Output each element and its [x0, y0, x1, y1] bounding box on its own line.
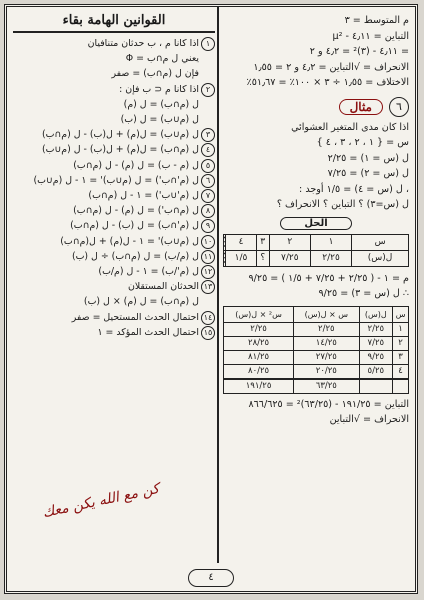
rule-text: ل (م∪ب) = ل(م) + ل(ب) - ل (م∩ب): [41, 129, 199, 141]
table-row: [224, 322, 409, 336]
rules-list: [13, 36, 215, 340]
table-cell: ٧/٢٥: [269, 250, 310, 266]
table-cell: [359, 379, 393, 394]
table-cell: ٦٣/٢٥: [294, 379, 359, 394]
table-cell: ٧/٢٥: [359, 336, 393, 350]
left-column: [7, 7, 219, 563]
table-cell: ٣: [256, 234, 269, 250]
variance-line: التباين = ٤٫١١ - μ²: [332, 30, 409, 42]
rule-item: [13, 173, 215, 188]
rule-item: [13, 249, 215, 264]
rule-text: ل (م∩ب') = ل (م) - ل (م∩ب): [73, 205, 199, 217]
table-cell: ٩/٢٥: [359, 350, 393, 364]
right-column: [217, 7, 415, 563]
rule-text: ل (م'/ب) = ١ - ل (م/ب): [98, 266, 199, 278]
column-header: ل(س): [359, 306, 393, 322]
rule-number: ٥: [201, 159, 215, 173]
distribution-table: [223, 234, 409, 267]
rule-text: ل (م∪ب) = ل (ب): [120, 114, 199, 126]
rule-item: [13, 325, 215, 340]
rule-number: ٩: [201, 219, 215, 233]
table-cell: ١/٥: [226, 250, 256, 266]
table-row: [224, 250, 409, 266]
rule-number: ٨: [201, 204, 215, 218]
rule-item: [13, 264, 215, 279]
closing-note: كن مع الله يكن معك: [41, 480, 161, 522]
rule-text: ل (م'∪ب') = ١ - ل (م∩ب): [88, 190, 199, 202]
rule-number: ٤: [201, 143, 215, 157]
calculation-table: [223, 306, 409, 394]
table-cell: ٣: [393, 350, 409, 364]
variance-answer: التباين = ١٩١/٢٥ - (٦٣/٢٥)² = ٨٦٦/٦٢٥: [248, 398, 409, 410]
rule-item: [13, 127, 215, 142]
worksheet: [4, 4, 418, 594]
top-calculations: [223, 13, 409, 91]
variance-result: = ٤٫١١ - (٣)² = ٤٫٢ و ٢: [309, 46, 409, 57]
rule-item: [13, 310, 215, 325]
example-header: [223, 97, 409, 117]
example-number: ٦: [389, 97, 409, 117]
rule-text: اذا كانا م ، ب حدثان متنافيان: [87, 38, 199, 49]
table-row: [224, 350, 409, 364]
rule-item: [13, 294, 215, 309]
probability-result: ∴ ل (س = ٣) = ٩/٢٥: [318, 288, 409, 299]
coefficient-line: الاختلاف = ١٫٥٥ ÷ ٣ × ١٠٠٪ = ٥١٫٦٧٪: [246, 77, 409, 88]
rule-item: [13, 97, 215, 112]
hatched-cell: [224, 234, 226, 250]
example-line: س = { ١ ، ٢ ، ٣ ، ٤ }: [316, 137, 409, 148]
rule-text: يعني ل م∩ب = Φ: [125, 53, 199, 65]
rule-text: اذا كانا م ⊂ ب فإن :: [119, 83, 199, 95]
table-cell: ٢/٢٥: [359, 322, 393, 336]
example-line: ، ل (س = ٤) = ١/٥ أوجد :: [299, 183, 409, 195]
table-cell: ٤: [393, 364, 409, 379]
rule-number: ١٤: [201, 311, 215, 325]
example-line: ل (س = ١) = ٢/٢٥: [327, 152, 409, 164]
rule-number: ٦: [201, 174, 215, 188]
rule-number: ١٠: [201, 235, 215, 249]
sum-row: [224, 379, 409, 394]
rule-number: ١١: [201, 250, 215, 264]
mean-line: م المتوسط = ٣: [344, 15, 409, 26]
rule-item: [13, 82, 215, 97]
rule-item: [13, 51, 215, 66]
rule-item: [13, 66, 215, 81]
example-line: اذا كان مدى المتغير العشوائي: [291, 121, 409, 133]
rule-item: [13, 112, 215, 127]
table-cell: [393, 379, 409, 394]
table-cell: ؟: [256, 250, 269, 266]
rule-text: فإن ل (م∩ب) = صفر: [111, 68, 199, 80]
rule-number: ٣: [201, 128, 215, 142]
example-line: ل (س=٣) ؟ التباين ؟ الانحراف ؟: [276, 199, 409, 210]
table-cell: ١: [310, 234, 351, 250]
rule-number: ٧: [201, 189, 215, 203]
rule-item: [13, 218, 215, 233]
rule-item: [13, 158, 215, 173]
rule-number: ٢: [201, 83, 215, 97]
table-cell: ١: [393, 322, 409, 336]
example-label: مثال: [339, 99, 383, 115]
hatched-cell: [224, 250, 226, 266]
table-cell: ٢٧/٢٥: [294, 350, 359, 364]
rule-text: احتمال الحدث المستحيل = صفر: [71, 311, 199, 323]
rule-item: [13, 203, 215, 218]
table-cell: ٢: [269, 234, 310, 250]
rule-item: [13, 36, 215, 51]
table-row: [224, 336, 409, 350]
deviation-line: الانحراف = √التباين = ٤٫٢ و ٢ = ١٫٥٥: [253, 61, 409, 73]
rule-text: ل (م∩ب) = ل (م): [123, 98, 199, 110]
table-header-row: [224, 306, 409, 322]
rule-text: ل (م∪ب)' = ١ - ل(م) + ل(م∩ب): [60, 235, 199, 247]
table-cell: ٢: [393, 336, 409, 350]
probability-calc: م = ١ - ( ٢/٢٥ + ٧/٢٥ + ١/٥ ) = ٩/٢٥: [248, 272, 409, 284]
rule-text: الحدثان المستقلان: [127, 281, 199, 293]
table-cell: ٢/٢٥: [294, 322, 359, 336]
rule-number: ١٣: [201, 280, 215, 294]
rule-item: [13, 279, 215, 294]
rule-text: ل (م∩ب) = ل(م) + ل(ب) - ل (م∪ب): [41, 144, 199, 156]
table-cell: ٤: [226, 234, 256, 250]
rule-text: ل (م/ب) = ل (م∩ب) ÷ ل (ب): [71, 250, 199, 262]
table-cell: ١٤/٢٥: [294, 336, 359, 350]
table-row: [224, 234, 409, 250]
rule-item: [13, 234, 215, 249]
table-row: [224, 364, 409, 379]
rule-number: ١٥: [201, 326, 215, 340]
table-cell: ١٩١/٢٥: [224, 379, 294, 394]
column-header: س² × ل(س): [224, 306, 294, 322]
rule-number: ١٢: [201, 265, 215, 279]
table-cell: ٢٠/٢٥: [294, 364, 359, 379]
rule-text: ل (م'∩ب) = ل (ب) - ل (م∩ب): [70, 220, 199, 232]
rule-text: ل (م - ب) = ل (م) - ل (م∩ب): [73, 159, 199, 171]
rule-number: ١: [201, 37, 215, 51]
example-statement: [223, 120, 409, 213]
rule-text: ل (م'∩ب') = ل (م∪ب)' = ١ - ل (م∪ب): [33, 174, 199, 186]
table-cell: س: [352, 234, 409, 250]
column-header: س: [393, 306, 409, 322]
table-cell: ٨٠/٢٥: [224, 364, 294, 379]
rule-item: [13, 142, 215, 157]
page-number: ٤: [188, 569, 234, 587]
rules-title: القوانين الهامة بقاء: [13, 13, 215, 33]
column-header: س × ل(س): [294, 306, 359, 322]
table-cell: ٥/٢٥: [359, 364, 393, 379]
solution-label: الحل: [280, 217, 352, 230]
table-cell: ل(س): [352, 250, 409, 266]
example-line: ل (س = ٢) = ٧/٢٥: [327, 168, 409, 179]
table-cell: ٢٨/٢٥: [224, 336, 294, 350]
deviation-answer: الانحراف = √التباين: [329, 414, 409, 425]
rule-text: ل (م∩ب) = ل (م) × ل (ب): [83, 296, 199, 308]
rule-item: [13, 188, 215, 203]
table-cell: ٢/٢٥: [310, 250, 351, 266]
table-cell: ٨١/٢٥: [224, 350, 294, 364]
table-cell: ٢/٢٥: [224, 322, 294, 336]
rule-text: احتمال الحدث المؤكد = ١: [97, 326, 199, 338]
